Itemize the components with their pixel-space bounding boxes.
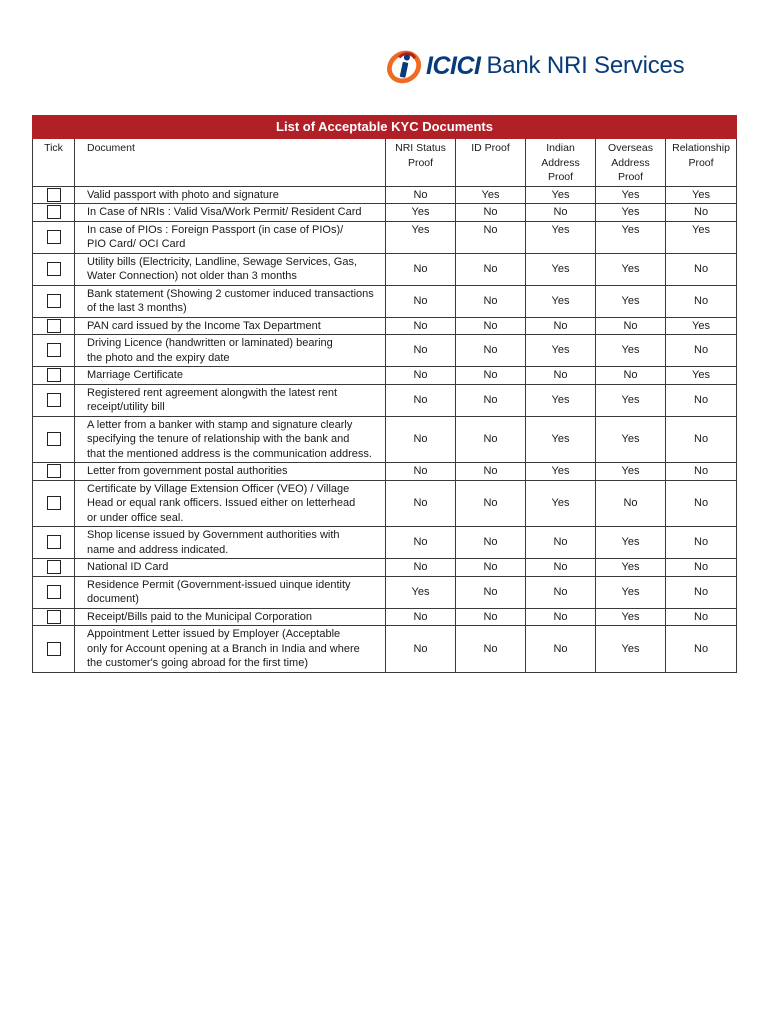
document-name-line: of the last 3 months): [87, 302, 187, 314]
id-proof-cell: No: [456, 285, 526, 317]
nri-status-proof-cell: Yes: [386, 221, 456, 253]
icici-bank-nri-services-logo: [386, 46, 684, 86]
tick-cell: [33, 626, 75, 673]
table-row: [33, 463, 737, 481]
table-row: [33, 335, 737, 367]
overseas-address-proof-cell: No: [596, 317, 666, 335]
document-name-line: Appointment Letter issued by Employer (Acceptable: [87, 628, 341, 640]
document-name-cell: [75, 626, 386, 673]
document-name-line: Receipt/Bills paid to the Municipal Corporation: [87, 610, 313, 623]
icici-logo-icon: [386, 47, 424, 85]
id-proof-cell: No: [456, 576, 526, 608]
relationship-proof-cell: No: [666, 576, 737, 608]
tick-checkbox[interactable]: [47, 393, 61, 407]
overseas-address-proof-cell: Yes: [596, 186, 666, 204]
indian-address-proof-cell: Yes: [526, 480, 596, 527]
overseas-address-proof-cell: Yes: [596, 463, 666, 481]
overseas-address-proof-cell: Yes: [596, 626, 666, 673]
tick-checkbox[interactable]: [47, 294, 61, 308]
relationship-proof-cell: No: [666, 253, 737, 285]
overseas-address-proof-cell: Yes: [596, 285, 666, 317]
tick-checkbox[interactable]: [47, 319, 61, 333]
indian-address-proof-cell: Yes: [526, 253, 596, 285]
indian-address-proof-cell: Yes: [526, 416, 596, 463]
document-name-cell: [75, 384, 386, 416]
relationship-proof-cell: No: [666, 527, 737, 559]
document-name-line: Valid passport with photo and signature: [87, 188, 279, 201]
overseas-address-proof-cell: Yes: [596, 576, 666, 608]
document-name-line: the customer's going abroad for the first time): [87, 657, 308, 669]
table-row: [33, 480, 737, 527]
tick-cell: [33, 335, 75, 367]
document-name-line: Registered rent agreement alongwith the latest rent: [87, 386, 338, 399]
overseas-address-proof-cell: Yes: [596, 384, 666, 416]
indian-address-proof-cell: No: [526, 204, 596, 222]
tick-checkbox[interactable]: [47, 230, 61, 244]
relationship-proof-cell: Yes: [666, 186, 737, 204]
tick-checkbox[interactable]: [47, 585, 61, 599]
table-row: [33, 317, 737, 335]
table-row: [33, 186, 737, 204]
header-relationship-proof: Relationship Proof: [666, 139, 737, 187]
document-name-line: Utility bills (Electricity, Landline, Sewage Services, Gas,: [87, 255, 358, 268]
relationship-proof-cell: No: [666, 463, 737, 481]
relationship-proof-cell: Yes: [666, 317, 737, 335]
nri-status-proof-cell: No: [386, 253, 456, 285]
nri-status-proof-cell: No: [386, 608, 456, 626]
id-proof-cell: No: [456, 204, 526, 222]
id-proof-cell: No: [456, 335, 526, 367]
header-overseas-address-proof: Overseas Address Proof: [596, 139, 666, 187]
tick-cell: [33, 527, 75, 559]
table-title: List of Acceptable KYC Documents: [33, 116, 737, 139]
document-name-cell: [75, 335, 386, 367]
document-name-cell: [75, 367, 386, 385]
table-row: [33, 204, 737, 222]
tick-cell: [33, 463, 75, 481]
relationship-proof-cell: No: [666, 416, 737, 463]
relationship-proof-cell: No: [666, 204, 737, 222]
relationship-proof-cell: No: [666, 480, 737, 527]
document-name-cell: [75, 221, 386, 253]
document-name-line: that the mentioned address is the communication address.: [87, 447, 372, 460]
tick-cell: [33, 253, 75, 285]
document-name-cell: [75, 463, 386, 481]
document-name-line: Certificate by Village Extension Officer (VEO) / Village: [87, 482, 350, 495]
header-nri-status-proof: NRI Status Proof: [386, 139, 456, 187]
document-name-line: Head or equal rank officers. Issued either on letterhead: [87, 497, 356, 509]
table-row: [33, 626, 737, 673]
nri-status-proof-cell: Yes: [386, 576, 456, 608]
tick-checkbox[interactable]: [47, 535, 61, 549]
table-row: [33, 253, 737, 285]
id-proof-cell: No: [456, 416, 526, 463]
nri-status-proof-cell: No: [386, 480, 456, 527]
tick-cell: [33, 367, 75, 385]
document-name-line: A letter from a banker with stamp and signature clearly: [87, 418, 353, 431]
indian-address-proof-cell: Yes: [526, 186, 596, 204]
id-proof-cell: No: [456, 527, 526, 559]
overseas-address-proof-cell: Yes: [596, 335, 666, 367]
document-name-cell: [75, 204, 386, 222]
document-name-line: PAN card issued by the Income Tax Department: [87, 319, 321, 332]
table-row: [33, 527, 737, 559]
nri-status-proof-cell: No: [386, 317, 456, 335]
tick-checkbox[interactable]: [47, 642, 61, 656]
document-name-line: Bank statement (Showing 2 customer induced transactions: [87, 287, 374, 300]
document-name-line: or under office seal.: [87, 511, 184, 524]
tick-checkbox[interactable]: [47, 496, 61, 510]
document-name-cell: [75, 559, 386, 577]
nri-status-proof-cell: No: [386, 463, 456, 481]
document-name-cell: [75, 253, 386, 285]
tick-checkbox[interactable]: [47, 560, 61, 574]
nri-status-proof-cell: No: [386, 626, 456, 673]
nri-status-proof-cell: No: [386, 559, 456, 577]
id-proof-cell: No: [456, 480, 526, 527]
document-name-line: receipt/utility bill: [87, 401, 165, 413]
document-name-line: Driving Licence (handwritten or laminated) bearing: [87, 337, 333, 349]
table-row: [33, 384, 737, 416]
id-proof-cell: No: [456, 384, 526, 416]
document-name-cell: [75, 527, 386, 559]
header-indian-address-proof: Indian Address Proof: [526, 139, 596, 187]
nri-status-proof-cell: No: [386, 416, 456, 463]
overseas-address-proof-cell: Yes: [596, 253, 666, 285]
nri-status-proof-cell: Yes: [386, 204, 456, 222]
overseas-address-proof-cell: Yes: [596, 204, 666, 222]
nri-status-proof-cell: No: [386, 527, 456, 559]
id-proof-cell: No: [456, 253, 526, 285]
tick-cell: [33, 608, 75, 626]
relationship-proof-cell: Yes: [666, 221, 737, 253]
logo-icici-text: ICICI: [426, 51, 481, 80]
table-row: [33, 559, 737, 577]
indian-address-proof-cell: No: [526, 576, 596, 608]
logo-bank-nri-services-text: Bank NRI Services: [486, 52, 685, 79]
relationship-proof-cell: No: [666, 626, 737, 673]
document-name-line: specifying the tenure of relationship with the bank and: [87, 433, 350, 445]
indian-address-proof-cell: No: [526, 626, 596, 673]
document-name-cell: [75, 608, 386, 626]
id-proof-cell: No: [456, 367, 526, 385]
relationship-proof-cell: No: [666, 384, 737, 416]
tick-checkbox[interactable]: [47, 368, 61, 382]
table-row: [33, 285, 737, 317]
overseas-address-proof-cell: Yes: [596, 527, 666, 559]
document-name-cell: [75, 480, 386, 527]
id-proof-cell: No: [456, 221, 526, 253]
indian-address-proof-cell: Yes: [526, 221, 596, 253]
id-proof-cell: Yes: [456, 186, 526, 204]
document-name-cell: [75, 186, 386, 204]
indian-address-proof-cell: No: [526, 317, 596, 335]
tick-checkbox[interactable]: [47, 262, 61, 276]
document-name-line: In Case of NRIs : Valid Visa/Work Permit/ Resident Card: [87, 206, 362, 218]
id-proof-cell: No: [456, 463, 526, 481]
document-name-line: the photo and the expiry date: [87, 351, 230, 364]
id-proof-cell: No: [456, 317, 526, 335]
relationship-proof-cell: No: [666, 559, 737, 577]
overseas-address-proof-cell: No: [596, 480, 666, 527]
indian-address-proof-cell: No: [526, 608, 596, 626]
tick-cell: [33, 285, 75, 317]
tick-cell: [33, 204, 75, 222]
tick-checkbox[interactable]: [47, 343, 61, 357]
kyc-table-body: [33, 186, 737, 672]
relationship-proof-cell: Yes: [666, 367, 737, 385]
header-document: Document: [75, 139, 386, 187]
document-name-cell: [75, 317, 386, 335]
overseas-address-proof-cell: Yes: [596, 608, 666, 626]
tick-cell: [33, 221, 75, 253]
document-name-line: National ID Card: [87, 561, 169, 573]
header-id-proof: ID Proof: [456, 139, 526, 187]
document-name-cell: [75, 285, 386, 317]
indian-address-proof-cell: No: [526, 527, 596, 559]
nri-status-proof-cell: No: [386, 186, 456, 204]
id-proof-cell: No: [456, 626, 526, 673]
table-row: [33, 608, 737, 626]
document-name-line: Shop license issued by Government authorities with: [87, 529, 340, 541]
tick-cell: [33, 186, 75, 204]
overseas-address-proof-cell: Yes: [596, 559, 666, 577]
tick-checkbox[interactable]: [47, 205, 61, 219]
id-proof-cell: No: [456, 559, 526, 577]
tick-cell: [33, 317, 75, 335]
tick-cell: [33, 576, 75, 608]
indian-address-proof-cell: Yes: [526, 335, 596, 367]
document-name-cell: [75, 576, 386, 608]
nri-status-proof-cell: No: [386, 367, 456, 385]
indian-address-proof-cell: No: [526, 559, 596, 577]
document-name-line: Letter from government postal authorities: [87, 465, 288, 477]
tick-cell: [33, 384, 75, 416]
tick-cell: [33, 416, 75, 463]
tick-checkbox[interactable]: [47, 464, 61, 478]
tick-checkbox[interactable]: [47, 610, 61, 624]
tick-cell: [33, 559, 75, 577]
tick-checkbox[interactable]: [47, 432, 61, 446]
document-name-line: PIO Card/ OCI Card: [87, 238, 186, 250]
table-row: [33, 416, 737, 463]
indian-address-proof-cell: Yes: [526, 463, 596, 481]
tick-checkbox[interactable]: [47, 188, 61, 202]
tick-cell: [33, 480, 75, 527]
overseas-address-proof-cell: No: [596, 367, 666, 385]
table-row: [33, 576, 737, 608]
nri-status-proof-cell: No: [386, 335, 456, 367]
header-tick: Tick: [33, 139, 75, 187]
overseas-address-proof-cell: Yes: [596, 221, 666, 253]
nri-status-proof-cell: No: [386, 285, 456, 317]
document-name-line: Water Connection) not older than 3 months: [87, 270, 297, 282]
indian-address-proof-cell: Yes: [526, 384, 596, 416]
indian-address-proof-cell: No: [526, 367, 596, 385]
document-name-line: In case of PIOs : Foreign Passport (in case of PIOs)/: [87, 223, 344, 236]
nri-status-proof-cell: No: [386, 384, 456, 416]
kyc-documents-table: [32, 115, 737, 673]
document-name-line: Residence Permit (Government-issued uinque identity document): [87, 578, 351, 605]
indian-address-proof-cell: Yes: [526, 285, 596, 317]
document-name-line: Marriage Certificate: [87, 369, 183, 381]
relationship-proof-cell: No: [666, 285, 737, 317]
document-name-cell: [75, 416, 386, 463]
table-row: [33, 221, 737, 253]
id-proof-cell: No: [456, 608, 526, 626]
relationship-proof-cell: No: [666, 335, 737, 367]
document-name-line: only for Account opening at a Branch in India and where: [87, 642, 360, 655]
document-name-line: name and address indicated.: [87, 543, 229, 556]
table-row: [33, 367, 737, 385]
overseas-address-proof-cell: Yes: [596, 416, 666, 463]
relationship-proof-cell: No: [666, 608, 737, 626]
